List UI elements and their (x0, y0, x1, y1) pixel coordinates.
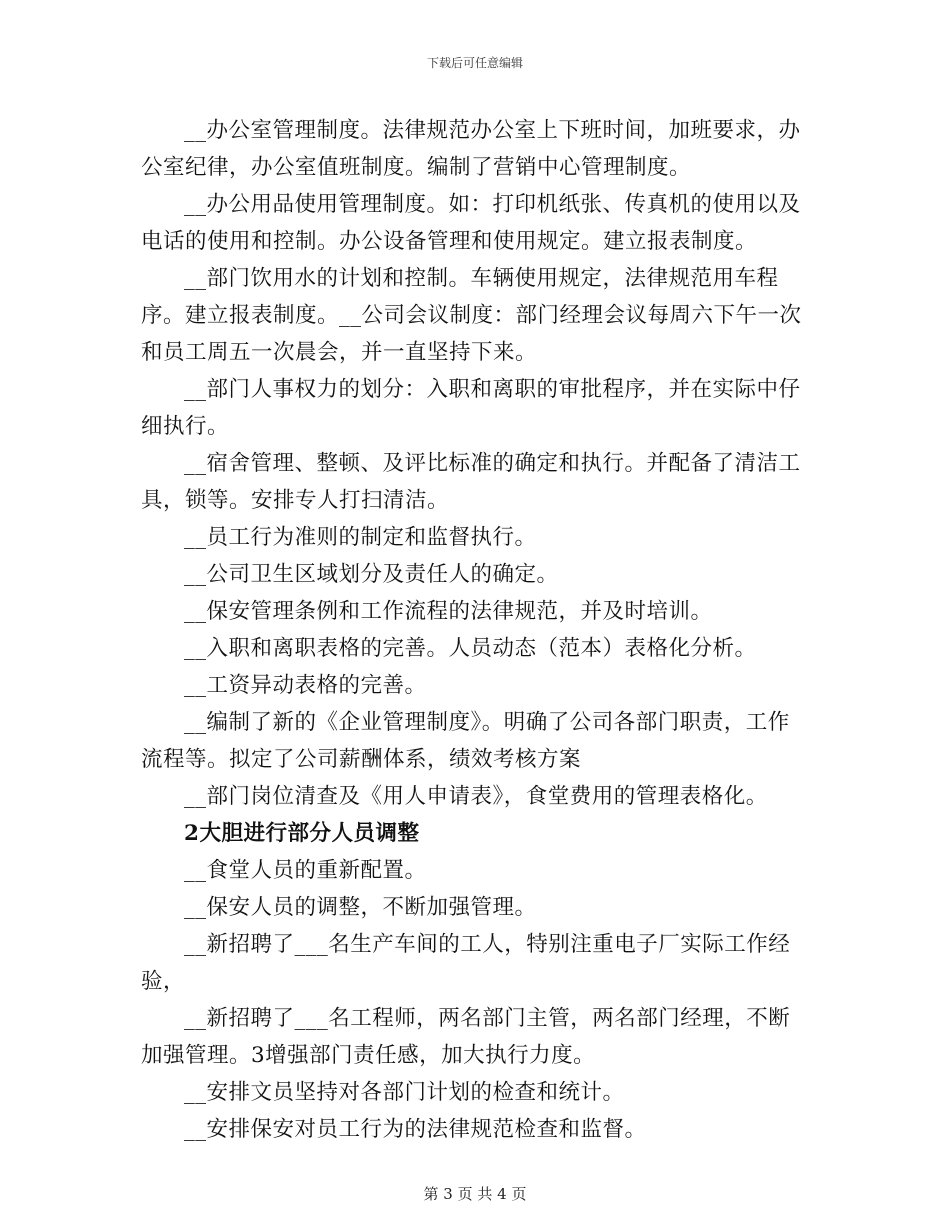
document-body (141, 112, 811, 1148)
paragraph: __入职和离职表格的完善。人员动态（范本）表格化分析。 (184, 636, 757, 661)
paragraph: __保安管理条例和工作流程的法律规范，并及时培训。 (184, 599, 713, 624)
paragraph: __新招聘了___名生产车间的工人，特别注重电子厂实际工作经验， (141, 932, 791, 994)
paragraph: __保安人员的调整，不断加强管理。 (184, 895, 537, 920)
section-heading: 2大胆进行部分人员调整 (184, 821, 420, 846)
paragraph: __办公用品使用管理制度。如：打印机纸张、传真机的使用以及电话的使用和控制。办公设备管理和使用规定。建立报表制度。 (141, 192, 801, 254)
page-footer: 第 3 页 共 4 页 (423, 1185, 527, 1203)
paragraph: __安排保安对员工行为的法律规范检查和监督。 (184, 1117, 647, 1142)
paragraph: __部门人事权力的划分：入职和离职的审批程序，并在实际中仔细执行。 (141, 377, 801, 439)
paragraph: __部门岗位清查及《用人申请表》，食堂费用的管理表格化。 (184, 784, 768, 809)
paragraph: __工资异动表格的完善。 (184, 673, 427, 698)
paragraph: __宿舍管理、整顿、及评比标准的确定和执行。并配备了清洁工具，锁等。安排专人打扫清洁。 (141, 451, 801, 513)
paragraph: __新招聘了___名工程师，两名部门主管，两名部门经理，不断加强管理。3增强部门责任感，加大执行力度。 (141, 1006, 791, 1068)
paragraph: __编制了新的《企业管理制度》。明确了公司各部门职责，工作流程等。拟定了公司薪酬体系，绩效考核方案 (141, 710, 790, 772)
paragraph: __安排文员坚持对各部门计划的检查和统计。 (184, 1080, 625, 1105)
paragraph: __公司卫生区域划分及责任人的确定。 (184, 562, 559, 587)
paragraph: __部门饮用水的计划和控制。车辆使用规定，法律规范用车程序。建立报表制度。__公司会议制度：部门经理会议每周六下午一次和员工周五一次晨会，并一直坚持下来。 (141, 266, 802, 365)
paragraph: __办公室管理制度。法律规范办公室上下班时间，加班要求，办公室纪律，办公室值班制度。编制了营销中心管理制度。 (141, 118, 801, 180)
page-header: 下载后可任意编辑 (426, 56, 523, 70)
paragraph: __食堂人员的重新配置。 (184, 858, 427, 883)
paragraph: __员工行为准则的制定和监督执行。 (184, 525, 537, 550)
